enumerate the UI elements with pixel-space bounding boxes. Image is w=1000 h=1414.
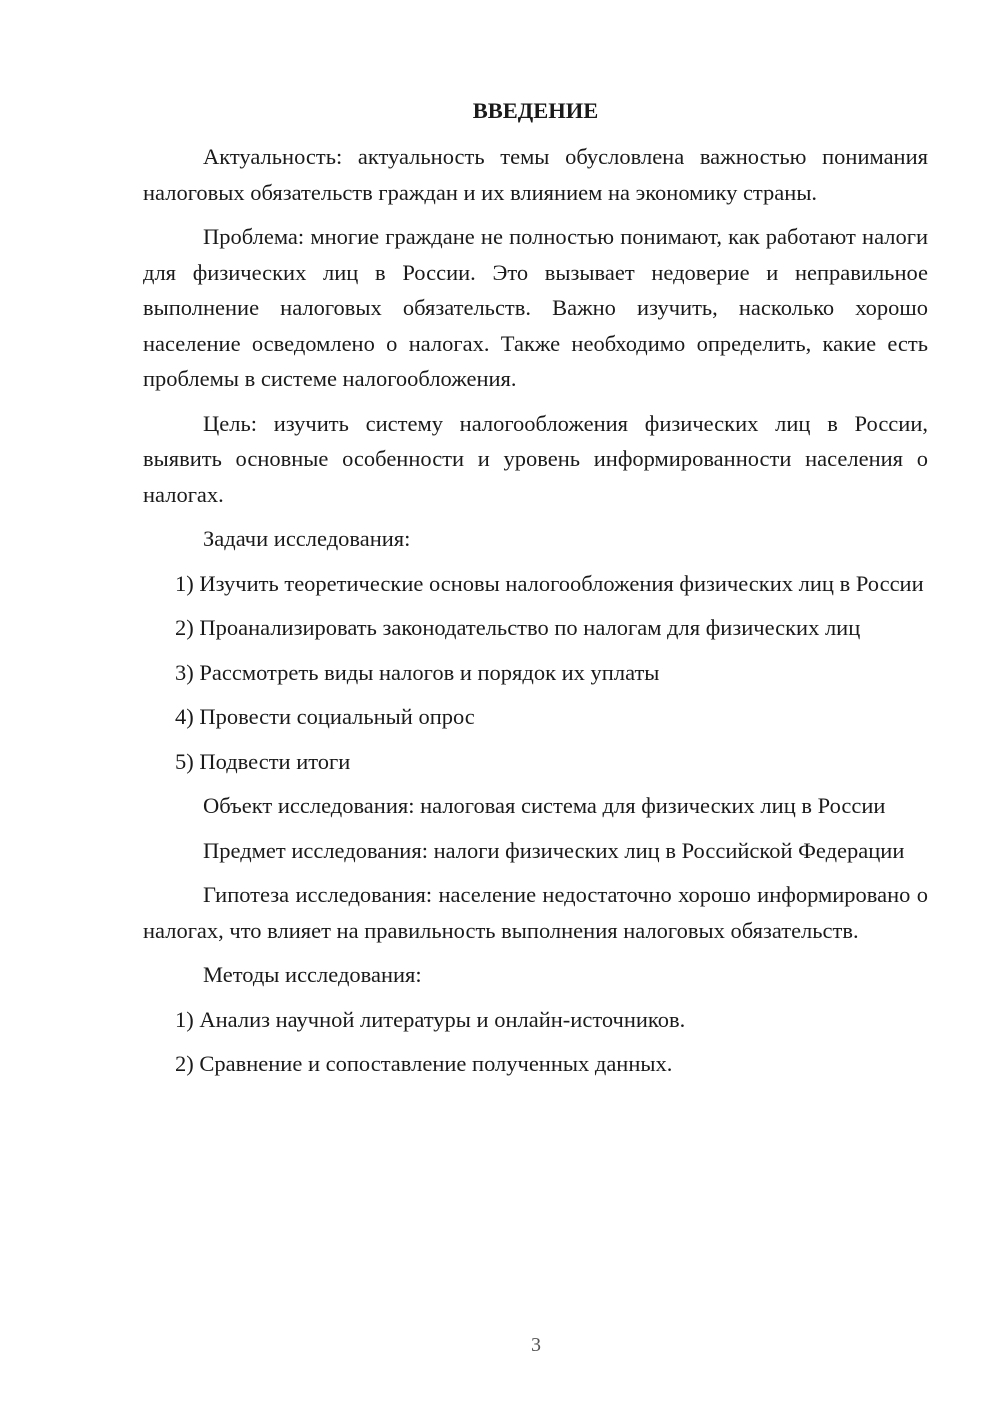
method-item: 2) Сравнение и сопоставление полученных данных. (175, 1051, 673, 1076)
task-item: 5) Подвести итоги (175, 748, 351, 774)
task-item: 4) Провести социальный опрос (175, 704, 475, 729)
page-number: 3 (531, 1334, 541, 1356)
goal-paragraph: Цель: изучить систему налогообложения физических лиц в России, выявить основные особенности и уровень информированности населения о налогах. (143, 410, 928, 507)
hypothesis-paragraph: Гипотеза исследования: население недостаточно хорошо информировано о налогах, что влияет на правильность выполнения налоговых обязательств. (143, 882, 928, 943)
relevance-paragraph: Актуальность: актуальность темы обусловлена важностью понимания налоговых обязательств граждан и их влиянием на экономику страны. (143, 144, 928, 205)
document-page (143, 92, 928, 1091)
problem-paragraph: Проблема: многие граждане не полностью понимают, как работают налоги для физических лиц в России. Это вызывает недоверие и неправильное выполнение налоговых обязательств. Важно изучить, насколько хорошо население осведомлено о налогах. Также необходимо определить, какие есть проблемы в системе налогообложения. (143, 224, 928, 391)
methods-title: Методы исследования: (203, 962, 422, 987)
object-paragraph: Объект исследования: налоговая система для физических лиц в России (203, 793, 886, 818)
task-item: 2) Проанализировать законодательство по налогам для физических лиц (175, 615, 861, 640)
task-item: 3) Рассмотреть виды налогов и порядок их уплаты (175, 659, 660, 685)
method-item: 1) Анализ научной литературы и онлайн-источников. (175, 1006, 686, 1032)
section-heading: ВВЕДЕНИЕ (472, 98, 599, 123)
tasks-title: Задачи исследования: (203, 526, 411, 551)
subject-paragraph: Предмет исследования: налоги физических лиц в Российской Федерации (203, 837, 905, 863)
task-item: 1) Изучить теоретические основы налогообложения физических лиц в России (175, 570, 924, 596)
